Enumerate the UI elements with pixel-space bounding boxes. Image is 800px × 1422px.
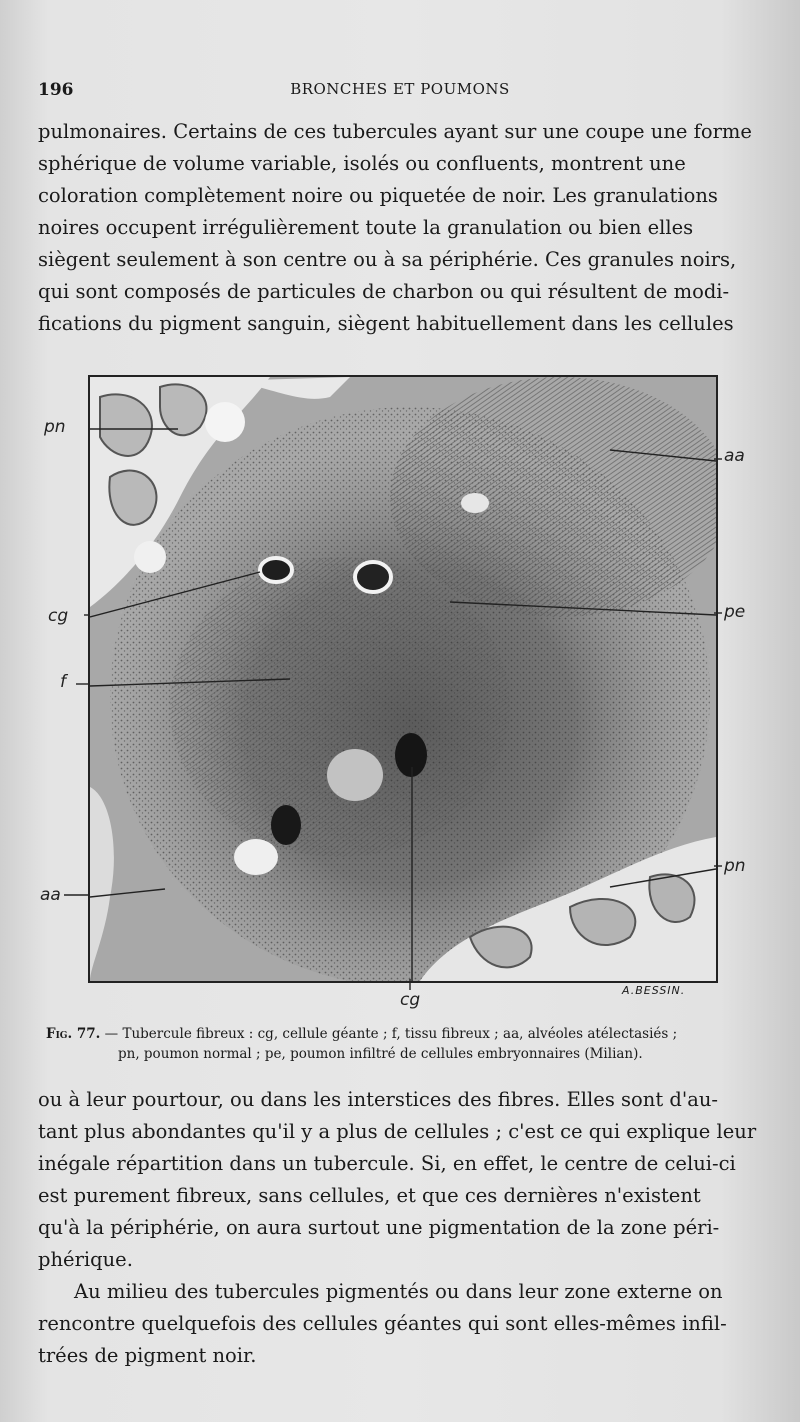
text-line: rencontre quelquefois des cellules géantes qui sont elles-mêmes infil-: [38, 1312, 727, 1335]
label-pe: pe: [724, 602, 746, 622]
text-line: ou à leur pourtour, ou dans les interstices des fibres. Elles sont d'au-: [38, 1088, 718, 1111]
label-pn-bottom: pn: [724, 856, 746, 876]
text-line: coloration complètement noire ou piquetée de noir. Les granulations: [38, 184, 718, 207]
text-line: tant plus abondantes qu'il y a plus de cellules ; c'est ce qui explique leur: [38, 1120, 757, 1143]
label-cg-left: cg: [48, 606, 69, 626]
body-text-bottom: [38, 1084, 760, 1372]
label-f: f: [60, 672, 66, 692]
label-aa-bottom: aa: [40, 885, 61, 905]
caption-line: pn, poumon normal ; pe, poumon infiltré de cellules embryonnaires (Milian).: [118, 1046, 643, 1062]
page-number: 196: [38, 80, 74, 100]
caption-line: — Tubercule fibreux : cg, cellule géante ; f, tissu fibreux ; aa, alvéoles atélectasiés ;: [100, 1026, 678, 1042]
running-title: BRONCHES ET POUMONS: [290, 80, 510, 98]
text-line: qu'à la périphérie, on aura surtout une pigmentation de la zone péri-: [38, 1216, 720, 1239]
text-line: phérique.: [38, 1248, 133, 1271]
text-line: inégale répartition dans un tubercule. Si, en effet, le centre de celui-ci: [38, 1152, 736, 1175]
text-line: Au milieu des tubercules pigmentés ou dans leur zone externe on: [74, 1280, 723, 1303]
text-line: fications du pigment sanguin, siègent habituellement dans les cellules: [38, 312, 734, 335]
label-aa-top: aa: [724, 446, 745, 466]
text-line: est purement fibreux, sans cellules, et que ces dernières n'existent: [38, 1184, 701, 1207]
text-line: sphérique de volume variable, isolés ou confluents, montrent une: [38, 152, 686, 175]
text-line: noires occupent irrégulièrement toute la granulation ou bien elles: [38, 216, 694, 239]
illustrator-signature: A.BESSIN.: [622, 984, 686, 997]
text-line: qui sont composés de particules de charbon ou qui résultent de modi-: [38, 280, 730, 303]
figure-number: Fig. 77.: [46, 1026, 101, 1042]
label-pn-top: pn: [44, 417, 66, 437]
text-line: siègent seulement à son centre ou à sa périphérie. Ces granules noirs,: [38, 248, 737, 271]
figure-caption: [46, 1024, 762, 1064]
text-line: trées de pigment noir.: [38, 1344, 257, 1367]
label-cg-bottom: cg: [400, 990, 421, 1010]
text-line: pulmonaires. Certains de ces tubercules ayant sur une coupe une forme: [38, 120, 752, 143]
